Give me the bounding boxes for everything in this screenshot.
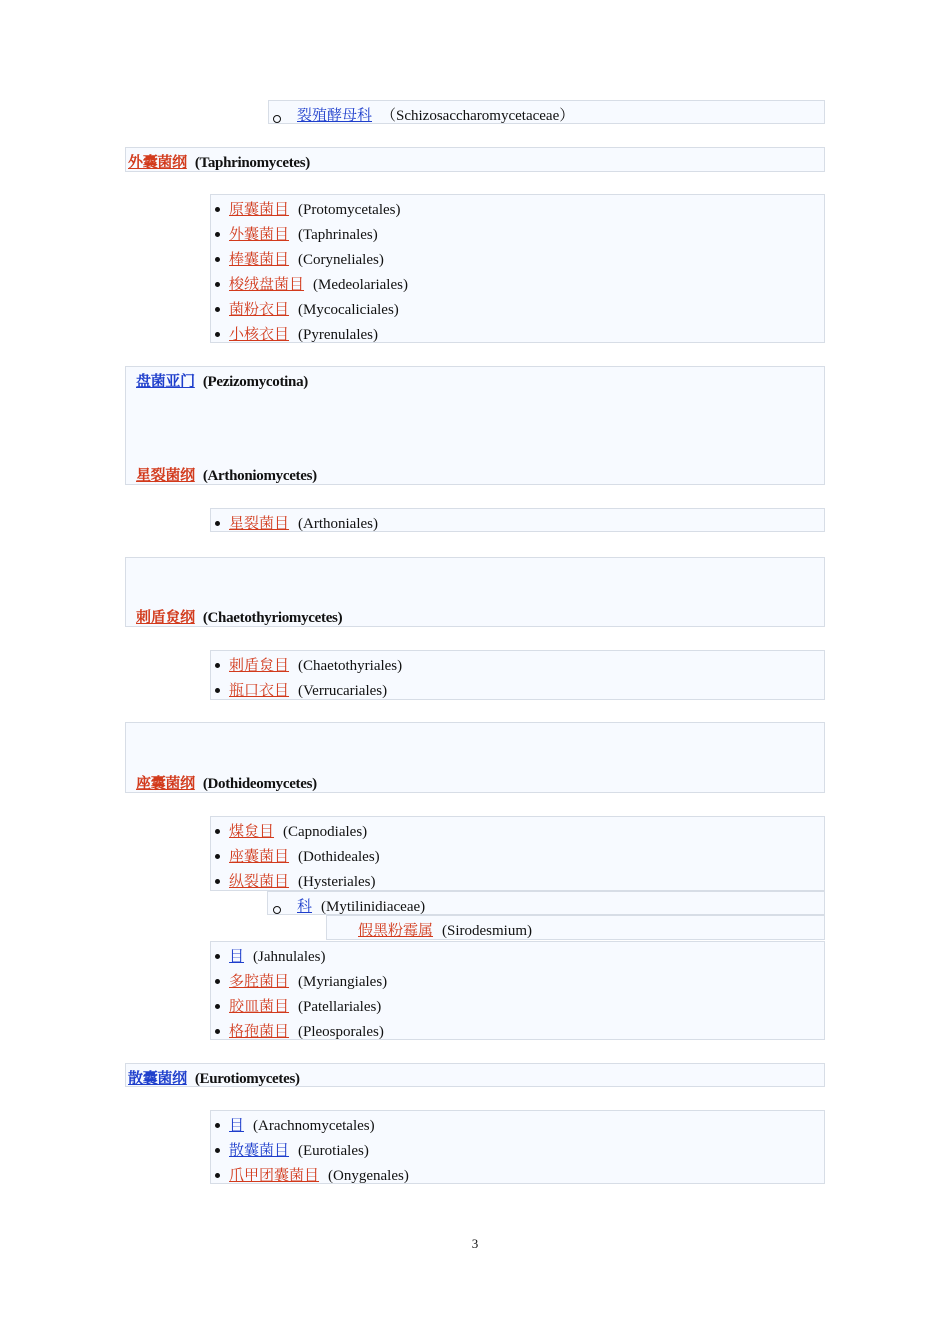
subphylum-link[interactable]: 盘菌亚门 xyxy=(136,374,195,390)
list-item xyxy=(215,679,387,700)
bullet-icon xyxy=(215,257,220,262)
bullet-icon xyxy=(215,1148,220,1153)
order-link[interactable]: 梭绒盘菌目 xyxy=(229,277,305,293)
order-latin: (Hysteriales) xyxy=(298,874,376,890)
order-link[interactable]: 目 xyxy=(229,949,245,965)
order-latin: (Eurotiales) xyxy=(298,1143,369,1159)
order-link[interactable]: 外囊菌目 xyxy=(229,227,290,243)
class-latin: (Chaetothyriomycetes) xyxy=(202,610,343,626)
class-heading xyxy=(136,464,317,485)
order-latin: (Arachnomycetales) xyxy=(253,1118,375,1134)
order-link[interactable]: 多腔菌目 xyxy=(229,974,290,990)
list-item xyxy=(215,1164,409,1185)
family-row xyxy=(273,104,574,125)
bullet-icon xyxy=(215,1173,220,1178)
list-item xyxy=(215,273,408,294)
order-latin: (Myriangiales) xyxy=(298,974,388,990)
order-latin: (Arthoniales) xyxy=(298,516,378,532)
bullet-icon xyxy=(215,688,220,693)
order-latin: (Dothideales) xyxy=(298,849,380,865)
order-latin: (Pyrenulales) xyxy=(298,327,378,343)
family-link[interactable]: 科 xyxy=(297,899,313,915)
order-link[interactable]: 煤炱目 xyxy=(229,824,275,840)
order-latin: (Coryneliales) xyxy=(298,252,384,268)
list-item xyxy=(215,223,378,244)
order-latin: (Capnodiales) xyxy=(283,824,368,840)
bullet-icon xyxy=(215,879,220,884)
order-link[interactable]: 座囊菌目 xyxy=(229,849,290,865)
class-latin: (Taphrinomycetes) xyxy=(194,155,310,171)
order-link[interactable]: 星裂菌目 xyxy=(229,516,290,532)
order-link[interactable]: 棒囊菌目 xyxy=(229,252,290,268)
genus-row xyxy=(358,919,532,940)
bullet-icon xyxy=(215,307,220,312)
order-latin: (Medeolariales) xyxy=(313,277,408,293)
order-latin: (Taphrinales) xyxy=(298,227,378,243)
order-link[interactable]: 原囊菌目 xyxy=(229,202,290,218)
order-link[interactable]: 小核衣目 xyxy=(229,327,290,343)
list-item xyxy=(215,820,367,841)
order-latin: (Jahnulales) xyxy=(253,949,326,965)
list-item xyxy=(215,1114,375,1135)
page-number: 3 xyxy=(471,1236,479,1251)
circle-bullet-icon xyxy=(273,115,281,123)
class-latin: (Arthoniomycetes) xyxy=(202,468,317,484)
order-link[interactable]: 菌粉衣目 xyxy=(229,302,290,318)
class-latin: (Dothideomycetes) xyxy=(202,776,317,792)
bullet-icon xyxy=(215,282,220,287)
list-item xyxy=(215,654,402,675)
order-latin: (Protomycetales) xyxy=(298,202,401,218)
order-link[interactable]: 目 xyxy=(229,1118,245,1134)
list-item xyxy=(215,198,400,219)
family-row xyxy=(273,895,425,916)
list-item xyxy=(215,1020,384,1041)
family-latin: (Mytilinidiaceae) xyxy=(321,899,426,915)
class-link[interactable]: 外囊菌纲 xyxy=(128,155,187,171)
class-latin: (Eurotiomycetes) xyxy=(194,1071,300,1087)
bullet-icon xyxy=(215,207,220,212)
order-latin: (Onygenales) xyxy=(328,1168,409,1184)
bullet-icon xyxy=(215,1029,220,1034)
class-link[interactable]: 刺盾炱纲 xyxy=(136,610,195,626)
order-latin: (Verrucariales) xyxy=(298,683,388,699)
order-latin: (Mycocaliciales) xyxy=(298,302,399,318)
order-latin: (Patellariales) xyxy=(298,999,382,1015)
order-latin: (Pleosporales) xyxy=(298,1024,384,1040)
class-link[interactable]: 散囊菌纲 xyxy=(128,1071,187,1087)
order-link[interactable]: 瓶口衣目 xyxy=(229,683,290,699)
list-item xyxy=(215,248,384,269)
order-link[interactable]: 刺盾炱目 xyxy=(229,658,290,674)
bullet-icon xyxy=(215,232,220,237)
class-link[interactable]: 座囊菌纲 xyxy=(136,776,195,792)
class-heading xyxy=(136,772,317,793)
class-link[interactable]: 星裂菌纲 xyxy=(136,468,195,484)
bullet-icon xyxy=(215,521,220,526)
class-heading xyxy=(136,606,342,627)
bullet-icon xyxy=(215,954,220,959)
bullet-icon xyxy=(215,854,220,859)
bullet-icon xyxy=(215,1123,220,1128)
list-item xyxy=(215,870,375,891)
bullet-icon xyxy=(215,1004,220,1009)
genus-latin: (Sirodesmium) xyxy=(442,923,533,939)
family-latin: （Schizosaccharomycetaceae） xyxy=(381,108,575,124)
class-heading xyxy=(128,1067,300,1088)
list-item xyxy=(215,323,378,344)
order-link[interactable]: 纵裂菌目 xyxy=(229,874,290,890)
order-link[interactable]: 格孢菌目 xyxy=(229,1024,290,1040)
order-link[interactable]: 胶皿菌目 xyxy=(229,999,290,1015)
list-item xyxy=(215,945,326,966)
genus-link[interactable]: 假黑粉霉属 xyxy=(358,923,434,939)
bullet-icon xyxy=(215,979,220,984)
order-link[interactable]: 散囊菌目 xyxy=(229,1143,290,1159)
list-item xyxy=(215,995,381,1016)
list-item xyxy=(215,512,378,533)
order-latin: (Chaetothyriales) xyxy=(298,658,403,674)
bullet-icon xyxy=(215,829,220,834)
list-item xyxy=(215,298,399,319)
circle-bullet-icon xyxy=(273,906,281,914)
order-link[interactable]: 爪甲团囊菌目 xyxy=(229,1168,320,1184)
bullet-icon xyxy=(215,332,220,337)
list-item xyxy=(215,845,380,866)
list-item xyxy=(215,970,387,991)
list-item xyxy=(215,1139,369,1160)
bullet-icon xyxy=(215,663,220,668)
subphylum-latin: (Pezizomycotina) xyxy=(202,374,308,390)
class-heading xyxy=(128,151,310,172)
family-link[interactable]: 裂殖酵母科 xyxy=(297,108,373,124)
subphylum-heading xyxy=(136,370,308,391)
